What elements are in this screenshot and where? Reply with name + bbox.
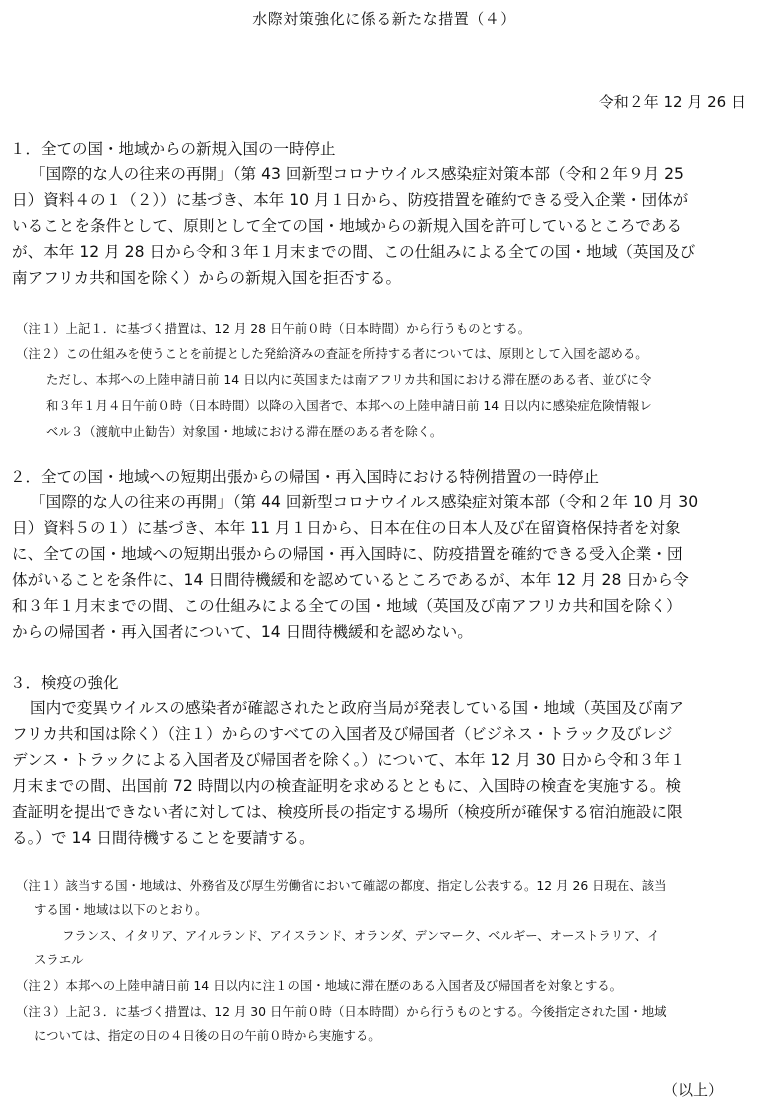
section2-line: 「国際的な人の往来の再開」（第 44 回新型コロナウイルス感染症対策本部（令和２年 10 月 30: [30, 493, 699, 511]
section3-note: する国・地域は以下のとおり。: [34, 902, 208, 917]
section3-note: （注３）上記３．に基づく措置は、12 月 30 日午前０時（日本時間）から行うものとする。今後指定された国・地域: [16, 1004, 667, 1019]
section1-note: 和３年１月４日午前０時（日本時間）以降の入国者で、本邦への上陸申請日前 14 日以内に感染症危険情報レ: [46, 398, 652, 413]
section3-heading: ３．検疫の強化: [10, 674, 119, 692]
section3-note: （注２）本邦への上陸申請日前 14 日以内に注１の国・地域に滞在歴のある入国者及び帰国者を対象とする。: [16, 978, 623, 993]
section2-line: に、全ての国・地域への短期出張からの帰国・再入国時に、防疫措置を確約できる受入企業・団: [12, 545, 683, 563]
section1-line: 南アフリカ共和国を除く）からの新規入国を拒否する。: [12, 269, 402, 287]
section3-note: フランス、イタリア、アイルランド、アイスランド、オランダ、デンマーク、ベルギー、オーストラリア、イ: [62, 928, 660, 943]
section1-note: （注１）上記１．に基づく措置は、12 月 28 日午前０時（日本時間）から行うものとする。: [16, 321, 531, 336]
section2-line: 和３年１月末までの間、この仕組みによる全ての国・地域（英国及び南アフリカ共和国を除く）: [12, 597, 682, 615]
document-date: 令和２年 12 月 26 日: [598, 93, 746, 111]
section1-line: が、本年 12 月 28 日から令和３年１月末までの間、この仕組みによる全ての国・地域（英国及び: [12, 243, 696, 261]
section2-line: 体がいることを条件に、14 日間待機緩和を認めているところであるが、本年 12 月 28 日から令: [12, 571, 689, 589]
section3-note: スラエル: [34, 952, 84, 967]
document-title: 水際対策強化に係る新たな措置（４）: [252, 10, 516, 28]
section2-line: からの帰国者・再入国者について、14 日間待機緩和を認めない。: [12, 623, 473, 641]
section3-note: （注１）該当する国・地域は、外務省及び厚生労働省において確認の都度、指定し公表する。12 月 26 日現在、該当: [16, 878, 667, 893]
section3-line: デンス・トラックによる入国者及び帰国者を除く。）について、本年 12 月 30 日から令和３年１: [12, 751, 686, 769]
section3-line: フリカ共和国は除く）（注１）からのすべての入国者及び帰国者（ビジネス・トラック及びレジ: [12, 725, 673, 743]
section1-note: ただし、本邦への上陸申請日前 14 日以内に英国または南アフリカ共和国における滞在歴のある者、並びに令: [46, 372, 652, 387]
section1-line: 日）資料４の１（２））に基づき、本年 10 月１日から、防疫措置を確約できる受入企業・団体が: [12, 191, 689, 209]
document-closing: （以上）: [662, 1081, 723, 1099]
section1-note: （注２）この仕組みを使うことを前提とした発給済みの査証を所持する者については、原則として入国を認める。: [16, 346, 648, 361]
section1-note: ベル３（渡航中止勧告）対象国・地域における滞在歴のある者を除く。: [46, 424, 443, 439]
section3-line: 月末までの間、出国前 72 時間以内の検査証明を求めるとともに、入国時の検査を実施する。検: [12, 777, 682, 795]
section2-heading: ２．全ての国・地域への短期出張からの帰国・再入国時における特例措置の一時停止: [10, 468, 600, 486]
section3-line: る。）で 14 日間待機することを要請する。: [12, 829, 315, 847]
section3-line: 国内で変異ウイルスの感染者が確認されたと政府当局が発表している国・地域（英国及び南ア: [30, 699, 685, 717]
section1-line: いることを条件として、原則として全ての国・地域からの新規入国を許可しているところである: [12, 217, 683, 235]
section2-line: 日）資料５の１）に基づき、本年 11 月１日から、日本在住の日本人及び在留資格保持者を対象: [12, 519, 681, 537]
section3-note: については、指定の日の４日後の日の午前０時から実施する。: [34, 1028, 381, 1043]
section1-heading: １．全ての国・地域からの新規入国の一時停止: [10, 140, 336, 158]
section3-line: 査証明を提出できない者に対しては、検疫所長の指定する場所（検疫所が確保する宿泊施設に限: [12, 803, 683, 821]
section1-line: 「国際的な人の往来の再開」（第 43 回新型コロナウイルス感染症対策本部（令和２年９月 25: [30, 165, 684, 183]
